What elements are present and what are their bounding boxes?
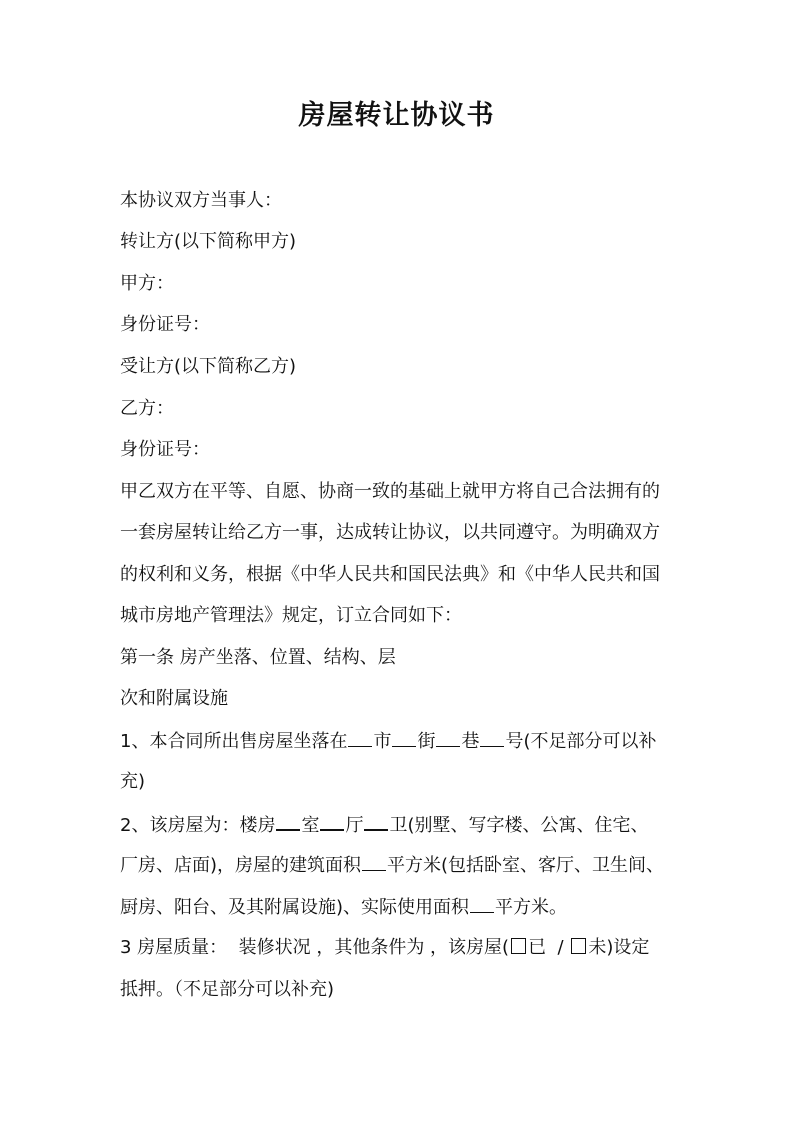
blank-field (276, 811, 300, 831)
blank-field (348, 728, 372, 747)
document-title: 房屋转让协议书 (298, 100, 495, 131)
clause-2-text: 厅 (345, 815, 364, 836)
clause-3-line (120, 935, 680, 961)
clause-2-line (120, 811, 680, 839)
clause-3-text: 已 / (528, 937, 570, 958)
paragraph-line: 的权利和义务，根据《中华人民共和国民法典》和《中华人民共和国 (120, 564, 660, 585)
paragraph-line: 次和附属设施 (120, 688, 228, 709)
blank-field (362, 852, 386, 871)
clause-2-text: 厂房、店面)，房屋的建筑面积 (120, 855, 362, 876)
paragraph-line: 甲方： (120, 273, 174, 294)
clause-1-text: 巷 (461, 731, 480, 752)
clause-1-text: 号(不足部分可以补 (505, 731, 657, 752)
clause-1-text: 街 (417, 731, 436, 752)
paragraph-line: 受让方(以下简称乙方) (120, 356, 297, 377)
blank-field (470, 894, 494, 913)
paragraph-line: 身份证号： (120, 314, 210, 335)
paragraph-line: 甲乙双方在平等、自愿、协商一致的基础上就甲方将自己合法拥有的 (120, 481, 660, 502)
blank-field (320, 811, 344, 831)
clause-2-text: 厨房、阳台、及其附属设施)、实际使用面积 (120, 897, 470, 918)
article-heading: 第一条 房产坐落、位置、结构、层 (120, 647, 396, 668)
paragraph-line: 转让方(以下简称甲方) (120, 231, 297, 252)
clause-3-text: 未)设定 (588, 937, 650, 958)
clause-3-text: 3 房屋质量： 装修状况 ，其他条件为 ，该房屋( (120, 937, 510, 958)
paragraph-line: 身份证号： (120, 439, 210, 460)
blank-field (392, 728, 416, 747)
blank-field (364, 811, 388, 831)
clause-2-text: 2、该房屋为：楼房 (120, 815, 276, 836)
clause-2-text: 卫(别墅、写字楼、公寓、住宅、 (389, 815, 649, 836)
paragraph-line: 一套房屋转让给乙方一事，达成转让协议，以共同遵守。为明确双方 (120, 522, 660, 543)
paragraph-line: 本协议双方当事人： (120, 190, 282, 211)
blank-field (436, 728, 460, 747)
clause-2-text: 室 (301, 815, 320, 836)
clause-2-line (120, 894, 680, 921)
checkbox-not-mortgaged[interactable] (571, 938, 586, 954)
clause-2-line (120, 852, 680, 879)
clause-1-text: 市 (373, 731, 392, 752)
clause-2-text: 平方米。 (495, 897, 568, 918)
checkbox-mortgaged[interactable] (511, 938, 526, 954)
clause-2-text: 平方米(包括卧室、客厅、卫生间、 (387, 855, 665, 876)
paragraph-line: 城市房地产管理法》规定，订立合同如下： (120, 605, 462, 626)
clause-3-line: 抵押。（不足部分可以补充) (120, 979, 335, 1000)
blank-field (480, 728, 504, 747)
paragraph-line: 乙方： (120, 398, 174, 419)
clause-1-line (120, 728, 680, 755)
clause-1-text: 1、本合同所出售房屋坐落在 (120, 731, 348, 752)
clause-1-line: 充) (120, 771, 146, 792)
